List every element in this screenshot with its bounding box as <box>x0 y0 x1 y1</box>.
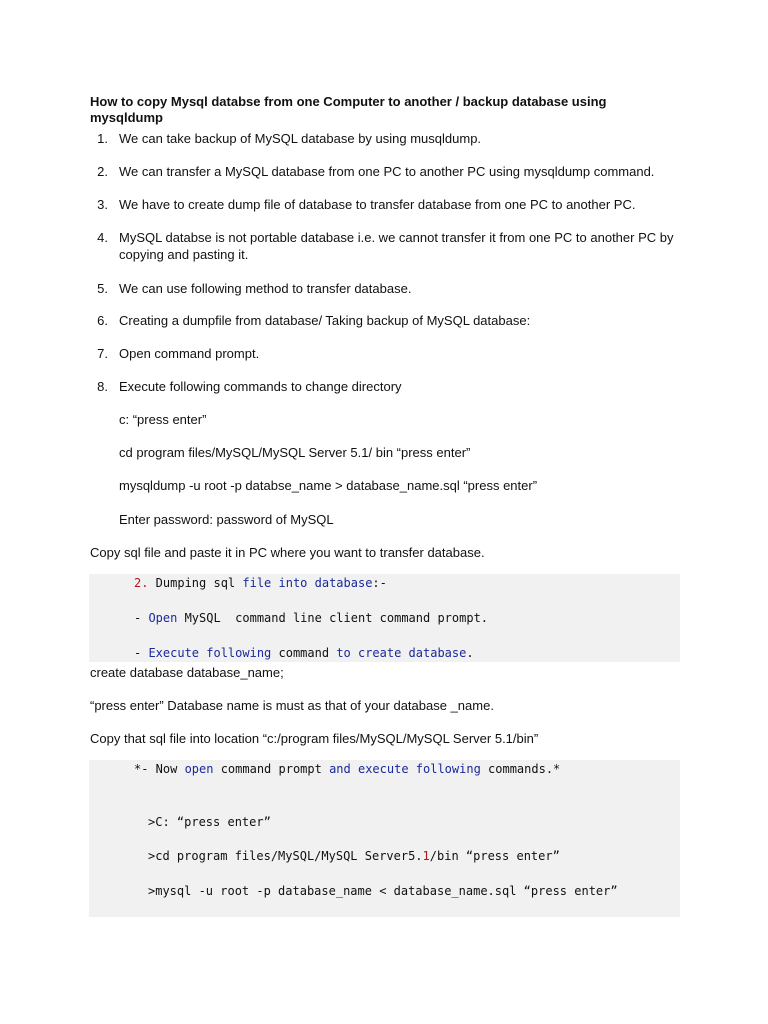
code-keyword: to create database <box>336 646 467 660</box>
list-text: Open command prompt. <box>119 346 260 361</box>
document-title: How to copy Mysql databse from one Computer to another / backup database using mysqldump <box>90 94 607 125</box>
list-text: Execute following commands to change directory <box>119 379 402 394</box>
code-text: command <box>271 646 337 660</box>
command-line: cd program files/MySQL/MySQL Server 5.1/ bin “press enter” <box>119 445 471 460</box>
code-keyword: file into database <box>242 576 373 590</box>
paragraph: “press enter” Database name is must as that of your database _name. <box>90 698 494 713</box>
code-keyword: and execute following <box>329 762 481 776</box>
list-text: We can transfer a MySQL database from one PC to another PC using mysqldump command. <box>119 164 655 179</box>
code-line: >mysql -u root -p database_name < database_name.sql “press enter” <box>148 884 618 898</box>
code-line <box>134 646 474 660</box>
list-text: We can take backup of MySQL database by using musqldump. <box>119 131 482 146</box>
code-text: MySQL command line client command prompt. <box>177 611 489 625</box>
code-block <box>89 574 680 662</box>
code-text: - <box>134 611 149 625</box>
list-text: MySQL databse is not portable database i.e. we cannot transfer it from one PC to another PC by copying and pasting it. <box>119 230 674 262</box>
code-line <box>148 849 560 863</box>
list-number: 4. <box>97 230 108 245</box>
code-text: - <box>134 646 149 660</box>
command-line: mysqldump -u root -p databse_name > database_name.sql “press enter” <box>119 478 538 493</box>
code-text: /bin “press enter” <box>429 849 560 863</box>
list-text: We have to create dump file of database to transfer database from one PC to another PC. <box>119 197 636 212</box>
code-number: 1 <box>422 849 430 863</box>
list-text: We can use following method to transfer database. <box>119 281 412 296</box>
command-line: Enter password: password of MySQL <box>119 512 334 527</box>
paragraph: Copy sql file and paste it in PC where you want to transfer database. <box>90 545 485 560</box>
list-number: 1. <box>97 131 108 146</box>
paragraph: create database database_name; <box>90 665 284 680</box>
code-text: :- <box>372 576 387 590</box>
code-number: 2. <box>134 576 149 590</box>
list-number: 7. <box>97 346 108 361</box>
command-line: c: “press enter” <box>119 412 207 427</box>
paragraph: Copy that sql file into location “c:/program files/MySQL/MySQL Server 5.1/bin” <box>90 731 539 746</box>
list-number: 3. <box>97 197 108 212</box>
list-number: 5. <box>97 281 108 296</box>
code-text: Dumping sql <box>148 576 243 590</box>
code-line <box>134 576 387 590</box>
code-keyword: Execute following <box>148 646 272 660</box>
code-text: >cd program files/MySQL/MySQL Server5. <box>148 849 423 863</box>
list-number: 6. <box>97 313 108 328</box>
code-line <box>134 762 560 776</box>
list-number: 2. <box>97 164 108 179</box>
code-text: command prompt <box>213 762 330 776</box>
list-number: 8. <box>97 379 108 394</box>
code-keyword: Open <box>148 611 178 625</box>
code-text: commands.* <box>480 762 561 776</box>
code-text: . <box>466 646 474 660</box>
code-text: *- Now <box>134 762 185 776</box>
code-line <box>134 611 488 625</box>
code-line: >C: “press enter” <box>148 815 271 829</box>
code-keyword: open <box>184 762 214 776</box>
list-text: Creating a dumpfile from database/ Taking backup of MySQL database: <box>119 313 531 328</box>
code-block <box>89 760 680 917</box>
